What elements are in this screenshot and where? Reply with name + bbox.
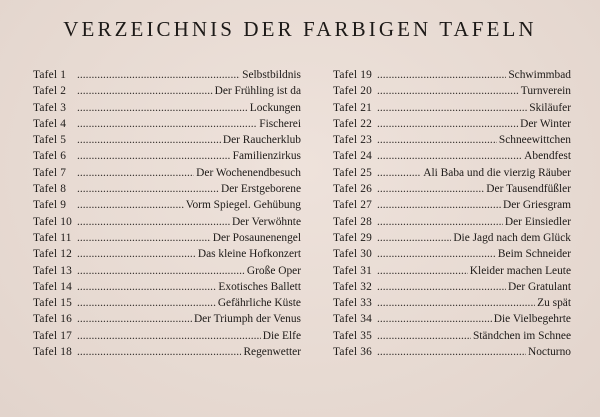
plate-number: Tafel 13 (33, 264, 73, 277)
plate-entry (33, 148, 301, 164)
plate-number: Tafel 29 (333, 231, 373, 244)
dot-leader (77, 328, 261, 344)
plate-number: Tafel 4 (33, 117, 67, 130)
plate-title: Der Tausendfüßler (486, 183, 571, 196)
plate-number: Tafel 24 (333, 150, 373, 163)
plate-entry (33, 311, 301, 327)
dot-leader (377, 230, 451, 246)
plate-number: Tafel 10 (33, 215, 73, 228)
plate-entry (33, 83, 301, 99)
plate-title: Zu spät (537, 297, 571, 310)
plate-number: Tafel 33 (333, 297, 373, 310)
plate-number: Tafel 1 (33, 69, 67, 81)
dot-leader (377, 148, 522, 164)
dot-leader (377, 132, 497, 148)
plate-title: Der Griesgram (503, 199, 571, 212)
plate-number: Tafel 18 (33, 346, 73, 359)
plate-title: Das kleine Hofkonzert (197, 248, 301, 261)
plate-number: Tafel 32 (333, 280, 373, 293)
plate-title: Der Triumph der Venus (193, 313, 301, 326)
plate-title: Der Frühling ist da (214, 85, 301, 98)
plate-number: Tafel 9 (33, 199, 67, 212)
plate-number: Tafel 7 (33, 166, 67, 179)
dot-leader (77, 165, 194, 181)
plate-title: Der Einsiedler (504, 215, 571, 228)
dot-leader (377, 263, 468, 279)
plate-entry (33, 132, 301, 148)
plate-number: Tafel 36 (333, 346, 373, 359)
plate-number: Tafel 22 (333, 117, 373, 130)
plate-title: Gefährliche Küste (217, 297, 301, 310)
dot-leader (77, 230, 211, 246)
plate-title: Nocturno (527, 346, 571, 359)
dot-leader (377, 279, 506, 295)
plate-number: Tafel 23 (333, 134, 373, 147)
plate-title: Der Verwöhnte (231, 215, 301, 228)
plate-title: Der Gratulant (508, 280, 571, 293)
plate-entry (333, 230, 571, 246)
plate-entry (333, 83, 571, 99)
plate-number: Tafel 25 (333, 166, 373, 179)
dot-leader (77, 279, 216, 295)
plate-number: Tafel 11 (33, 231, 72, 244)
dot-leader (377, 328, 471, 344)
plate-number: Tafel 30 (333, 248, 373, 261)
dot-leader (77, 263, 245, 279)
plate-title: Die Jagd nach dem Glück (453, 231, 571, 244)
dot-leader (77, 148, 231, 164)
plate-title: Beim Schneider (497, 248, 571, 261)
plate-entry (333, 181, 571, 197)
dot-leader (377, 83, 519, 99)
plate-number: Tafel 17 (33, 329, 73, 342)
plate-entry (33, 197, 301, 213)
plate-entry (333, 263, 571, 279)
plate-number: Tafel 31 (333, 264, 373, 277)
dot-leader (377, 197, 501, 213)
plate-entry (33, 67, 301, 83)
dot-leader (77, 295, 216, 311)
plate-number: Tafel 19 (333, 69, 373, 81)
plate-title: Familienzirkus (232, 150, 301, 163)
dot-leader (377, 165, 421, 181)
plate-number: Tafel 21 (333, 101, 373, 114)
plate-title: Exotisches Ballett (218, 280, 301, 293)
plate-title: Der Posaunenengel (212, 231, 301, 244)
plate-entry (333, 311, 571, 327)
plate-entry (33, 246, 301, 262)
plate-entry (33, 165, 301, 181)
plate-entry (33, 214, 301, 230)
dot-leader (77, 181, 219, 197)
dot-leader (377, 311, 492, 327)
plate-title: Lockungen (249, 101, 301, 114)
dot-leader (77, 197, 184, 213)
plate-title: Selbstbildnis (242, 69, 301, 81)
plate-entry (33, 263, 301, 279)
dot-leader (77, 100, 248, 116)
plate-title: Der Erstgeborene (220, 183, 301, 196)
plate-entry (333, 165, 571, 181)
plate-title: Der Wochenendbesuch (196, 166, 301, 179)
plate-number: Tafel 6 (33, 150, 67, 163)
plate-title: Vorm Spiegel. Gehübung (185, 199, 301, 212)
plate-title: Kleider machen Leute (469, 264, 571, 277)
plate-number: Tafel 5 (33, 134, 67, 147)
plate-entry (33, 100, 301, 116)
plate-entry (33, 344, 301, 360)
plate-entry (333, 67, 571, 83)
plate-number: Tafel 16 (33, 313, 73, 326)
plate-entry (33, 295, 301, 311)
plate-number: Tafel 28 (333, 215, 373, 228)
plate-entry (333, 344, 571, 360)
plate-title: Skiläufer (529, 101, 571, 114)
plate-entry (333, 295, 571, 311)
dot-leader (77, 116, 257, 132)
plate-entry (333, 132, 571, 148)
dot-leader (377, 116, 518, 132)
plate-number: Tafel 26 (333, 183, 373, 196)
dot-leader (377, 344, 526, 360)
plate-entry (33, 181, 301, 197)
plates-list-right (333, 67, 571, 360)
plate-number: Tafel 35 (333, 329, 373, 342)
dot-leader (377, 181, 484, 197)
plate-title: Turnverein (520, 85, 571, 98)
plate-entry (33, 230, 301, 246)
dot-leader (377, 246, 496, 262)
plate-title: Ständchen im Schnee (472, 329, 571, 342)
plate-title: Große Oper (246, 264, 301, 277)
plate-entry (333, 197, 571, 213)
plate-entry (33, 328, 301, 344)
plate-title: Der Winter (520, 117, 571, 130)
plate-title: Die Vielbegehrte (493, 313, 571, 326)
plate-title: Abendfest (524, 150, 571, 163)
plate-number: Tafel 14 (33, 280, 73, 293)
dot-leader (377, 67, 506, 83)
dot-leader (377, 295, 535, 311)
plate-title: Schneewittchen (498, 134, 571, 147)
dot-leader (77, 132, 221, 148)
dot-leader (377, 100, 527, 116)
plate-number: Tafel 8 (33, 183, 67, 196)
plate-entry (33, 116, 301, 132)
dot-leader (77, 344, 241, 360)
dot-leader (77, 246, 196, 262)
plate-entry (33, 279, 301, 295)
plate-entry (333, 148, 571, 164)
plate-entry (333, 279, 571, 295)
plate-entry (333, 100, 571, 116)
plates-list-left (33, 67, 301, 360)
plate-number: Tafel 34 (333, 313, 373, 326)
plate-entry (333, 328, 571, 344)
plate-title: Regenwetter (243, 346, 301, 359)
plate-entry (333, 246, 571, 262)
plate-title: Schwimmbad (508, 69, 571, 81)
plate-number: Tafel 15 (33, 297, 73, 310)
plate-title: Die Elfe (262, 329, 301, 342)
dot-leader (77, 83, 213, 99)
plate-title: Ali Baba und die vierzig Räuber (423, 166, 571, 179)
plate-number: Tafel 2 (33, 85, 67, 98)
plate-title: Der Raucherklub (222, 134, 301, 147)
dot-leader (77, 311, 192, 327)
plate-number: Tafel 3 (33, 101, 67, 114)
plate-number: Tafel 20 (333, 85, 373, 98)
page-title: VERZEICHNIS DER FARBIGEN TAFELN (63, 17, 537, 41)
plate-number: Tafel 27 (333, 199, 373, 212)
plate-title: Fischerei (259, 117, 301, 130)
plate-entry (333, 116, 571, 132)
dot-leader (77, 214, 230, 230)
dot-leader (77, 67, 240, 83)
dot-leader (377, 214, 503, 230)
plate-number: Tafel 12 (33, 248, 73, 261)
plate-entry (333, 214, 571, 230)
